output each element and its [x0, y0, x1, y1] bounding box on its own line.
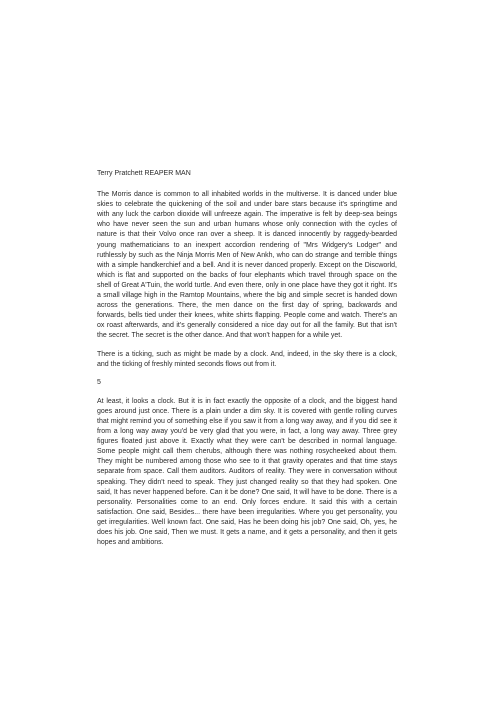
document-title: Terry Pratchett REAPER MAN: [97, 170, 191, 177]
paragraph-clock: At least, it looks a clock. But it is in fact exactly the opposite of a clock, and the biggest hand goes around just once. There is a plain under a dim sky. It is covered with gentle rolling curves that might remind you of something else if you saw it from a long way away, and if you did see it from a long way away you'd be very glad that you were, in fact, a long way away. Three grey figures floated just above it. Exactly what they were can't be described in normal language. Some people might call them cherubs, although there was nothing rosycheeked about them. They might be numbered among those who see to it that gravity operates and that time stays separate from space. Call them auditors. Auditors of reality. They were in conversation without speaking. They didn't need to speak. They just changed reality so that they had spoken. One said, It has never happened before. Can it be done? One said, It will have to be done. There is a personality. Personalities come to an end. Only forces endure. It said this with a certain satisfaction. One said, Besides... there have been irregularities. Where you get personality, you get irregularities. Well known fact. One said, Has he been doing his job? One said, Oh, yes, he does his job. One said, Then we must. It gets a name, and it gets a personality, and then it gets hopes and ambitions.: [97, 397, 397, 547]
paragraph-morris-dance: The Morris dance is common to all inhabited worlds in the multiverse. It is danced under blue skies to celebrate the quickening of the soil and under bare stars because it's springtime and with any luck the carbon dioxide will unfreeze again. The imperative is felt by deep-sea beings who have never seen the sun and urban humans whose only connection with the cycles of nature is that their Volvo once ran over a sheep. It is danced innocently by raggedy-bearded young mathematicians to an inexpert accordion rendering of "Mrs Widgery's Lodger" and ruthlessly by such as the Ninja Morris Men of New Ankh, who can do strange and terrible things with a simple handkerchief and a bell. And it is never danced properly. Except on the Discworld, which is flat and supported on the backs of four elephants which travel through space on the shell of Great A'Tuin, the world turtle. And even there, only in one place have they got it right. It's a small village high in the Ramtop Mountains, where the big and simple secret is handed down across the generations. There, the men dance on the first day of spring, backwards and forwards, bells tied under their knees, white shirts flapping. People come and watch. There's an ox roast afterwards, and it's generally considered a nice day out for all the family. But that isn't the secret. The secret is the other dance. And that won't happen for a while yet.: [97, 191, 397, 340]
paragraph-ticking: There is a ticking, such as might be made by a clock. And, indeed, in the sky there is a clock, and the ticking of freshly minted seconds flows out from it.: [97, 350, 397, 368]
section-number: 5: [97, 378, 101, 386]
text-block: [97, 169, 397, 709]
